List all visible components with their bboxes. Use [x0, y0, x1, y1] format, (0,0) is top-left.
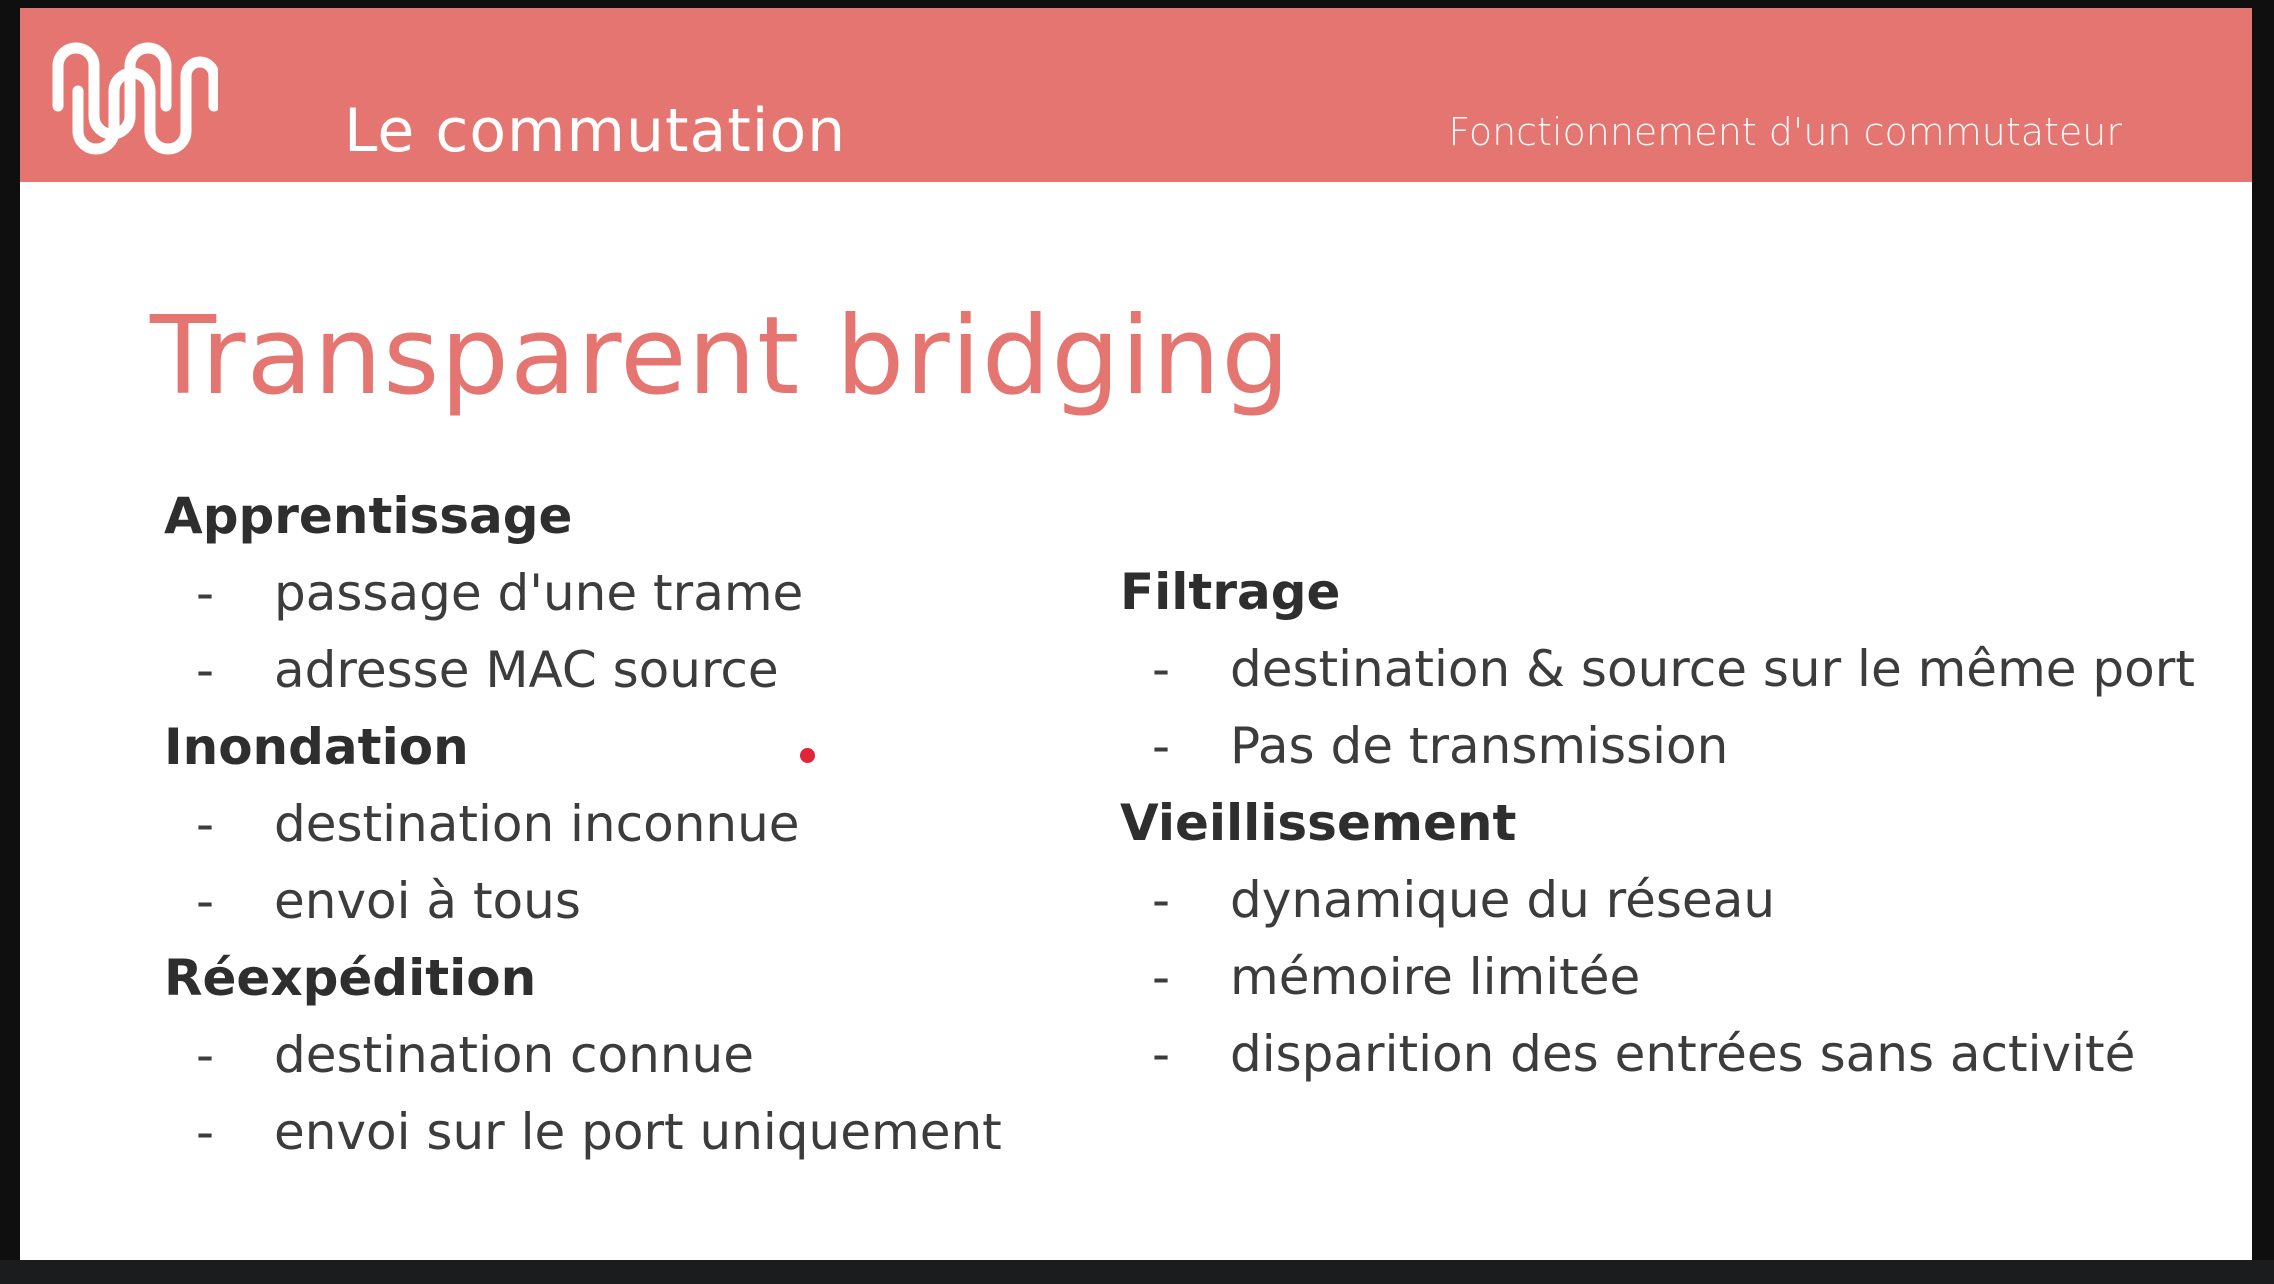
- slide: [20, 8, 2252, 1260]
- list-item-text: destination connue: [274, 1026, 754, 1084]
- section-heading-apprentissage: Apprentissage: [164, 487, 573, 545]
- bottom-bar: [0, 1260, 2274, 1284]
- list-item-text: passage d'une trame: [274, 564, 804, 622]
- bullet-dash: -: [196, 641, 215, 699]
- bullet-dash: -: [196, 564, 215, 622]
- list-item: [164, 1017, 1114, 1094]
- list-item-text: envoi sur le port uniquement: [274, 1103, 1002, 1161]
- right-column: [1120, 554, 2220, 1093]
- laser-pointer-dot: [800, 748, 815, 763]
- list-item-text: dynamique du réseau: [1230, 871, 1776, 929]
- bullet-dash: -: [196, 795, 215, 853]
- section-heading-reexpedition: Réexpédition: [164, 949, 537, 1007]
- bullet-dash: -: [1152, 948, 1171, 1006]
- list-item: [164, 555, 1114, 632]
- list-item-text: envoi à tous: [274, 872, 581, 930]
- bullet-dash: -: [196, 872, 215, 930]
- section-heading-vieillissement: Vieillissement: [1120, 794, 1517, 852]
- list-item: [164, 632, 1114, 709]
- list-item-text: disparition des entrées sans activité: [1230, 1025, 2136, 1083]
- list-item: [164, 863, 1114, 940]
- list-item-text: mémoire limitée: [1230, 948, 1641, 1006]
- list-item: [164, 786, 1114, 863]
- list-item: [1120, 708, 2220, 785]
- list-item-text: destination & source sur le même port: [1230, 640, 2195, 698]
- list-item: [164, 1094, 1114, 1171]
- bullet-dash: -: [1152, 871, 1171, 929]
- bullet-dash: -: [1152, 717, 1171, 775]
- list-item-text: Pas de transmission: [1230, 717, 1729, 775]
- bullet-dash: -: [196, 1103, 215, 1161]
- left-column: [164, 478, 1114, 1171]
- wave-logo-icon: [48, 36, 218, 166]
- list-item: [1120, 862, 2220, 939]
- bullet-dash: -: [1152, 1025, 1171, 1083]
- list-item: [1120, 631, 2220, 708]
- list-item-text: destination inconnue: [274, 795, 800, 853]
- list-item: [1120, 939, 2220, 1016]
- section-heading-filtrage: Filtrage: [1120, 563, 1341, 621]
- slide-title: Transparent bridging: [150, 294, 1291, 419]
- list-item-text: adresse MAC source: [274, 641, 779, 699]
- list-item: [1120, 1016, 2220, 1093]
- header-title: Le commutation: [344, 96, 847, 166]
- bullet-dash: -: [196, 1026, 215, 1084]
- bullet-dash: -: [1152, 640, 1171, 698]
- section-heading-inondation: Inondation: [164, 718, 469, 776]
- slide-header: [20, 8, 2252, 182]
- header-subtitle: Fonctionnement d'un commutateur: [1448, 110, 2122, 154]
